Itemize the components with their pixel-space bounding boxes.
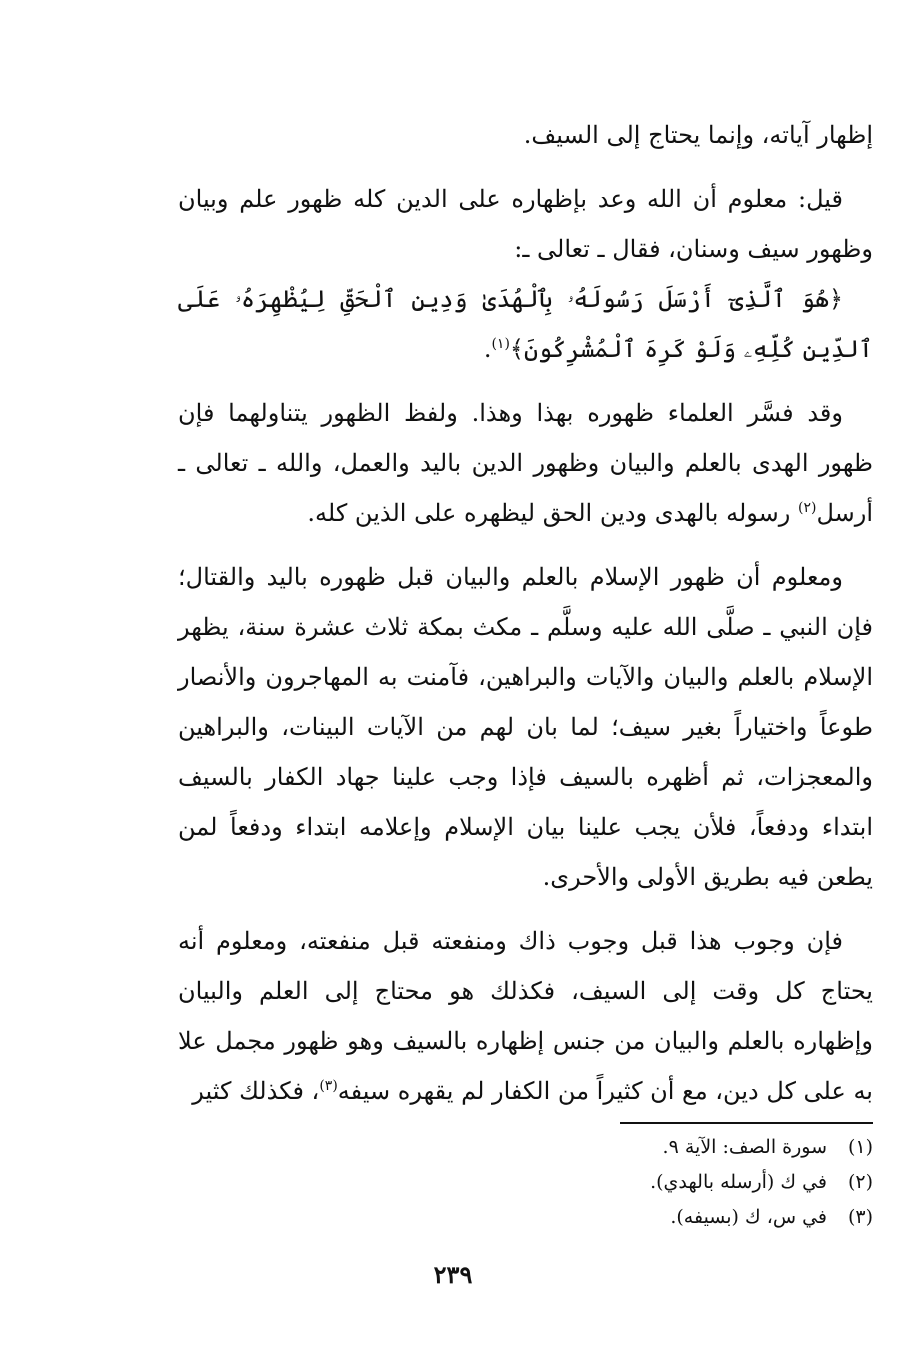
paragraph-5-text-b: ، فكذلك كثير: [192, 1077, 320, 1105]
page-number: ٢٣٩: [433, 1260, 473, 1289]
footnote-divider: [620, 1122, 873, 1124]
footnote-item: [178, 1200, 873, 1235]
footnote-ref-2: (٢): [797, 500, 817, 516]
quran-end: .: [483, 335, 492, 363]
footnote-text: سورة الصف: الآية ٩.: [662, 1136, 827, 1158]
quran-verse: [178, 274, 873, 374]
paragraph-3-text-b: رسوله بالهدى ودين الحق ليظهره على الذين كله.: [307, 499, 798, 527]
footnotes-list: [178, 1130, 873, 1235]
footnote-text: في ك (أرسله بالهدي).: [650, 1171, 827, 1193]
footnote-ref-1: (١): [491, 336, 510, 352]
footnote-text: في س، ك (بسيفه).: [670, 1206, 827, 1228]
footnote-number: (١): [847, 1136, 873, 1158]
footnote-number: (٣): [847, 1206, 873, 1228]
paragraph-1: إظهار آياته، وإنما يحتاج إلى السيف.: [523, 121, 873, 149]
footnote-item: [178, 1165, 873, 1200]
footnote-item: [178, 1130, 873, 1165]
main-text: [178, 110, 873, 1116]
paragraph-5: [178, 916, 873, 1116]
paragraph-3-text-a: وقد فسَّر العلماء ظهوره بهذا وهذا. ولفظ الظهور يتناولهما فإن ظهور الهدى بالعلم والبيان وظهور الدين باليد والعمل، والله ـ تعالى ـ أرسل: [178, 399, 873, 527]
footnote-ref-3: (٣): [319, 1078, 338, 1094]
paragraph-5-text-a: فإن وجوب هذا قبل وجوب ذاك ومنفعته قبل منفعته، ومعلوم أنه يحتاج كل وقت إلى السيف، فكذلك هو محتاج إلى العلم والبيان وإظهاره بالعلم والبيان من جنس إظهاره بالسيف وهو ظهور مجمل علا به على كل دين، مع أن كثيراً من الكفار لم يقهره سيفه: [178, 927, 873, 1105]
paragraph-4: ومعلوم أن ظهور الإسلام بالعلم والبيان قبل ظهوره باليد والقتال؛ فإن النبي ـ صلَّى الله عليه وسلَّم ـ مكث بمكة ثلاث عشرة سنة، يظهر الإسلام بالعلم والبيان والآيات والبراهين، فآمنت به المهاجرون والأنصار طوعاً واختياراً بغير سيف؛ لما بان لهم من الآيات البينات، والبراهين والمعجزات، ثم أظهره بالسيف فإذا وجب علينا جهاد الكفار بالسيف ابتداء ودفعاً، فلأن يجب علينا بيان الإسلام وإعلامه ابتداء ودفعاً لمن يطعن فيه بطريق الأولى والأحرى.: [178, 563, 873, 891]
quran-text: ﴿هُوَ ٱلَّذِىٓ أَرْسَلَ رَسُولَهُۥ بِٱلْهُدَىٰ وَدِينِ ٱلْحَقِّ لِيُظْهِرَهُۥ عَلَى ٱلدِّينِ كُلِّهِۦ وَلَوْ كَرِهَ ٱلْمُشْرِكُونَ﴾: [178, 285, 873, 363]
paragraph-3: [178, 388, 873, 538]
footnote-number: (٢): [847, 1171, 873, 1193]
paragraph-2: قيل: معلوم أن الله وعد بإظهاره على الدين كله ظهور علم وبيان وظهور سيف وسنان، فقال ـ تعالى ـ:: [178, 185, 873, 263]
